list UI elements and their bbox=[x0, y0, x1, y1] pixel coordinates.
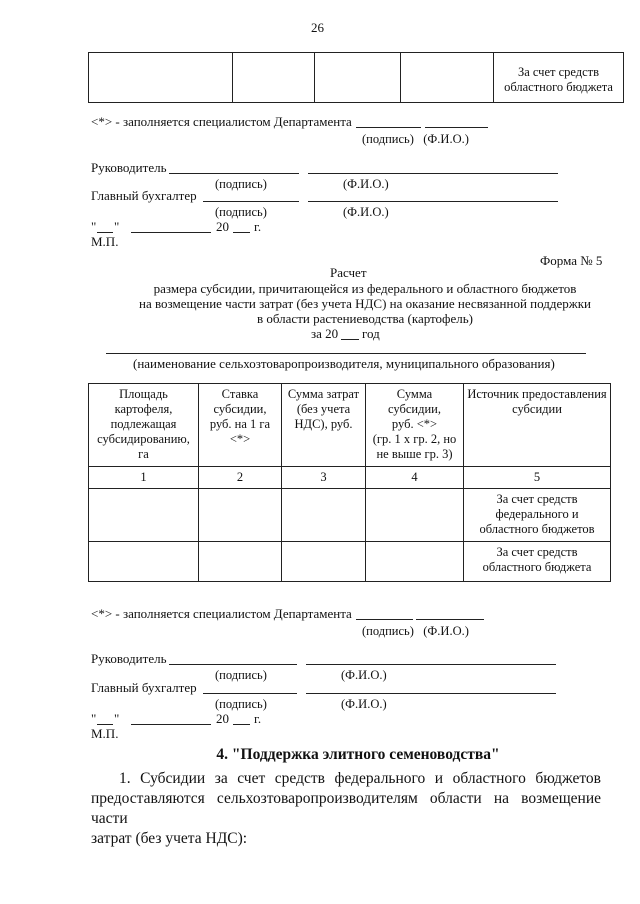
subtitle-line: размера субсидии, причитающейся из федерального и областного бюджетов bbox=[153, 281, 577, 296]
table-row bbox=[89, 542, 611, 582]
table-cell bbox=[89, 542, 199, 582]
sig-fio-caption: (подпись) (Ф.И.О.) bbox=[362, 132, 469, 146]
signature-caption: (подпись) bbox=[215, 205, 267, 219]
column-number: 2 bbox=[199, 467, 282, 489]
signature-caption: (подпись) bbox=[215, 697, 267, 711]
header-line: субсидии, bbox=[213, 402, 267, 416]
header-line: Площадь bbox=[119, 387, 168, 401]
dept-note: <*> - заполняется специалистом Департамента bbox=[91, 606, 352, 621]
paragraph-line: 1. Субсидии за счет средств федерального и областного бюджетов bbox=[119, 770, 601, 787]
col-header-costs bbox=[282, 384, 366, 467]
head-fio-line bbox=[308, 173, 558, 174]
source-cell bbox=[464, 489, 611, 542]
column-number: 3 bbox=[282, 467, 366, 489]
year-line bbox=[233, 724, 250, 725]
form-year-prefix: за 20 bbox=[311, 326, 339, 341]
head-sig-line bbox=[169, 173, 299, 174]
top-table-cell bbox=[315, 53, 401, 103]
form-title: Расчет bbox=[330, 265, 367, 280]
top-table-source-cell bbox=[494, 53, 624, 103]
fio-caption: (Ф.И.О.) bbox=[343, 205, 389, 219]
header-line: <*> bbox=[229, 432, 251, 446]
header-line: Источник предоставления bbox=[467, 387, 607, 401]
accountant-label: Главный бухгалтер bbox=[91, 680, 197, 695]
header-line: (гр. 1 х гр. 2, но bbox=[372, 432, 457, 446]
signature-caption: (подпись) bbox=[215, 668, 267, 682]
header-line: руб. на 1 га bbox=[209, 417, 271, 431]
header-line: (без учета bbox=[296, 402, 351, 416]
form-year-line bbox=[341, 339, 359, 340]
table-cell bbox=[199, 489, 282, 542]
fio-caption: (Ф.И.О.) bbox=[341, 697, 387, 711]
top-table-cell bbox=[89, 53, 233, 103]
table-cell bbox=[199, 542, 282, 582]
stamp-label: М.П. bbox=[91, 726, 119, 741]
table-row bbox=[89, 489, 611, 542]
column-number: 1 bbox=[89, 467, 199, 489]
section-paragraph bbox=[91, 769, 601, 849]
name-caption: (наименование сельхозтоваропроизводителя, муниципального образования) bbox=[133, 356, 555, 371]
top-table bbox=[88, 52, 624, 103]
form-number: Форма № 5 bbox=[540, 253, 603, 268]
sig-line bbox=[356, 619, 413, 620]
date-quote-open: " bbox=[91, 219, 97, 234]
page-number: 26 bbox=[311, 20, 324, 35]
day-line bbox=[97, 232, 113, 233]
acc-sig-line bbox=[203, 201, 299, 202]
header-row bbox=[89, 384, 611, 467]
head-label: Руководитель bbox=[91, 651, 167, 666]
month-line bbox=[131, 232, 211, 233]
cell-line: областного бюджета bbox=[482, 560, 592, 574]
column-number-row bbox=[89, 467, 611, 489]
header-line: субсидии bbox=[512, 402, 562, 416]
header-line: не выше гр. 3) bbox=[376, 447, 453, 461]
header-line: субсидированию, bbox=[97, 432, 190, 446]
header-line: га bbox=[138, 447, 149, 461]
fio-line bbox=[425, 127, 488, 128]
table-cell bbox=[282, 489, 366, 542]
fio-caption: (Ф.И.О.) bbox=[341, 668, 387, 682]
top-table-cell bbox=[233, 53, 315, 103]
header-line: руб. <*> bbox=[391, 417, 438, 431]
date-quote-close: " bbox=[114, 219, 120, 234]
signature-caption: (подпись) bbox=[215, 177, 267, 191]
name-line bbox=[106, 353, 586, 354]
cell-line: областного бюджетов bbox=[479, 522, 595, 536]
fio-caption: (Ф.И.О.) bbox=[343, 177, 389, 191]
sig-fio-caption: (подпись) (Ф.И.О.) bbox=[362, 624, 469, 638]
form-subtitle bbox=[30, 281, 640, 326]
head-label: Руководитель bbox=[91, 160, 167, 175]
year-prefix: 20 bbox=[216, 711, 229, 726]
cell-line: За счет средств bbox=[496, 492, 578, 506]
sig-line bbox=[356, 127, 421, 128]
head-fio-line bbox=[306, 664, 556, 665]
header-line: подлежащая bbox=[110, 417, 177, 431]
paragraph-line: предоставляются сельхозтоваропроизводителям области на возмещение части bbox=[91, 790, 601, 827]
top-table-cell bbox=[401, 53, 494, 103]
dept-note: <*> - заполняется специалистом Департамента bbox=[91, 114, 352, 129]
header-line: Сумма bbox=[396, 387, 433, 401]
col-header-source bbox=[464, 384, 611, 467]
table-cell bbox=[89, 489, 199, 542]
day-line bbox=[97, 724, 113, 725]
acc-sig-line bbox=[203, 693, 297, 694]
year-line bbox=[233, 232, 250, 233]
header-line: НДС), руб. bbox=[294, 417, 353, 431]
subtitle-line: на возмещение части затрат (без учета НДС) на оказание несвязанной поддержки bbox=[138, 296, 592, 311]
table-cell bbox=[366, 489, 464, 542]
date-quote-open: " bbox=[91, 711, 97, 726]
col-header-subsidy bbox=[366, 384, 464, 467]
month-line bbox=[131, 724, 211, 725]
section-heading: 4. "Поддержка элитного семеноводства" bbox=[216, 746, 500, 763]
cell-line: федерального и bbox=[495, 507, 579, 521]
col-header-rate bbox=[199, 384, 282, 467]
cell-line: За счет средств bbox=[496, 545, 578, 559]
table-cell bbox=[282, 542, 366, 582]
paragraph-line: затрат (без учета НДС): bbox=[91, 830, 248, 847]
cell-line: За счет средств bbox=[517, 65, 600, 79]
column-number: 4 bbox=[366, 467, 464, 489]
date-quote-close: " bbox=[114, 711, 120, 726]
header-line: субсидии, bbox=[388, 402, 441, 416]
header-line: Ставка bbox=[221, 387, 259, 401]
stamp-label: М.П. bbox=[91, 234, 119, 249]
fio-line bbox=[416, 619, 484, 620]
acc-fio-line bbox=[308, 201, 558, 202]
header-line: картофеля, bbox=[114, 402, 173, 416]
source-cell bbox=[464, 542, 611, 582]
form-year-suffix: год bbox=[362, 326, 380, 341]
subtitle-line: в области растениеводства (картофель) bbox=[257, 311, 473, 326]
acc-fio-line bbox=[306, 693, 556, 694]
year-prefix: 20 bbox=[216, 219, 229, 234]
year-suffix: г. bbox=[254, 711, 262, 726]
cell-line: областного бюджета bbox=[504, 80, 613, 94]
accountant-label: Главный бухгалтер bbox=[91, 188, 197, 203]
year-suffix: г. bbox=[254, 219, 262, 234]
col-header-area bbox=[89, 384, 199, 467]
head-sig-line bbox=[169, 664, 297, 665]
subsidy-table bbox=[88, 383, 611, 582]
column-number: 5 bbox=[464, 467, 611, 489]
table-cell bbox=[366, 542, 464, 582]
header-line: Сумма затрат bbox=[287, 387, 360, 401]
